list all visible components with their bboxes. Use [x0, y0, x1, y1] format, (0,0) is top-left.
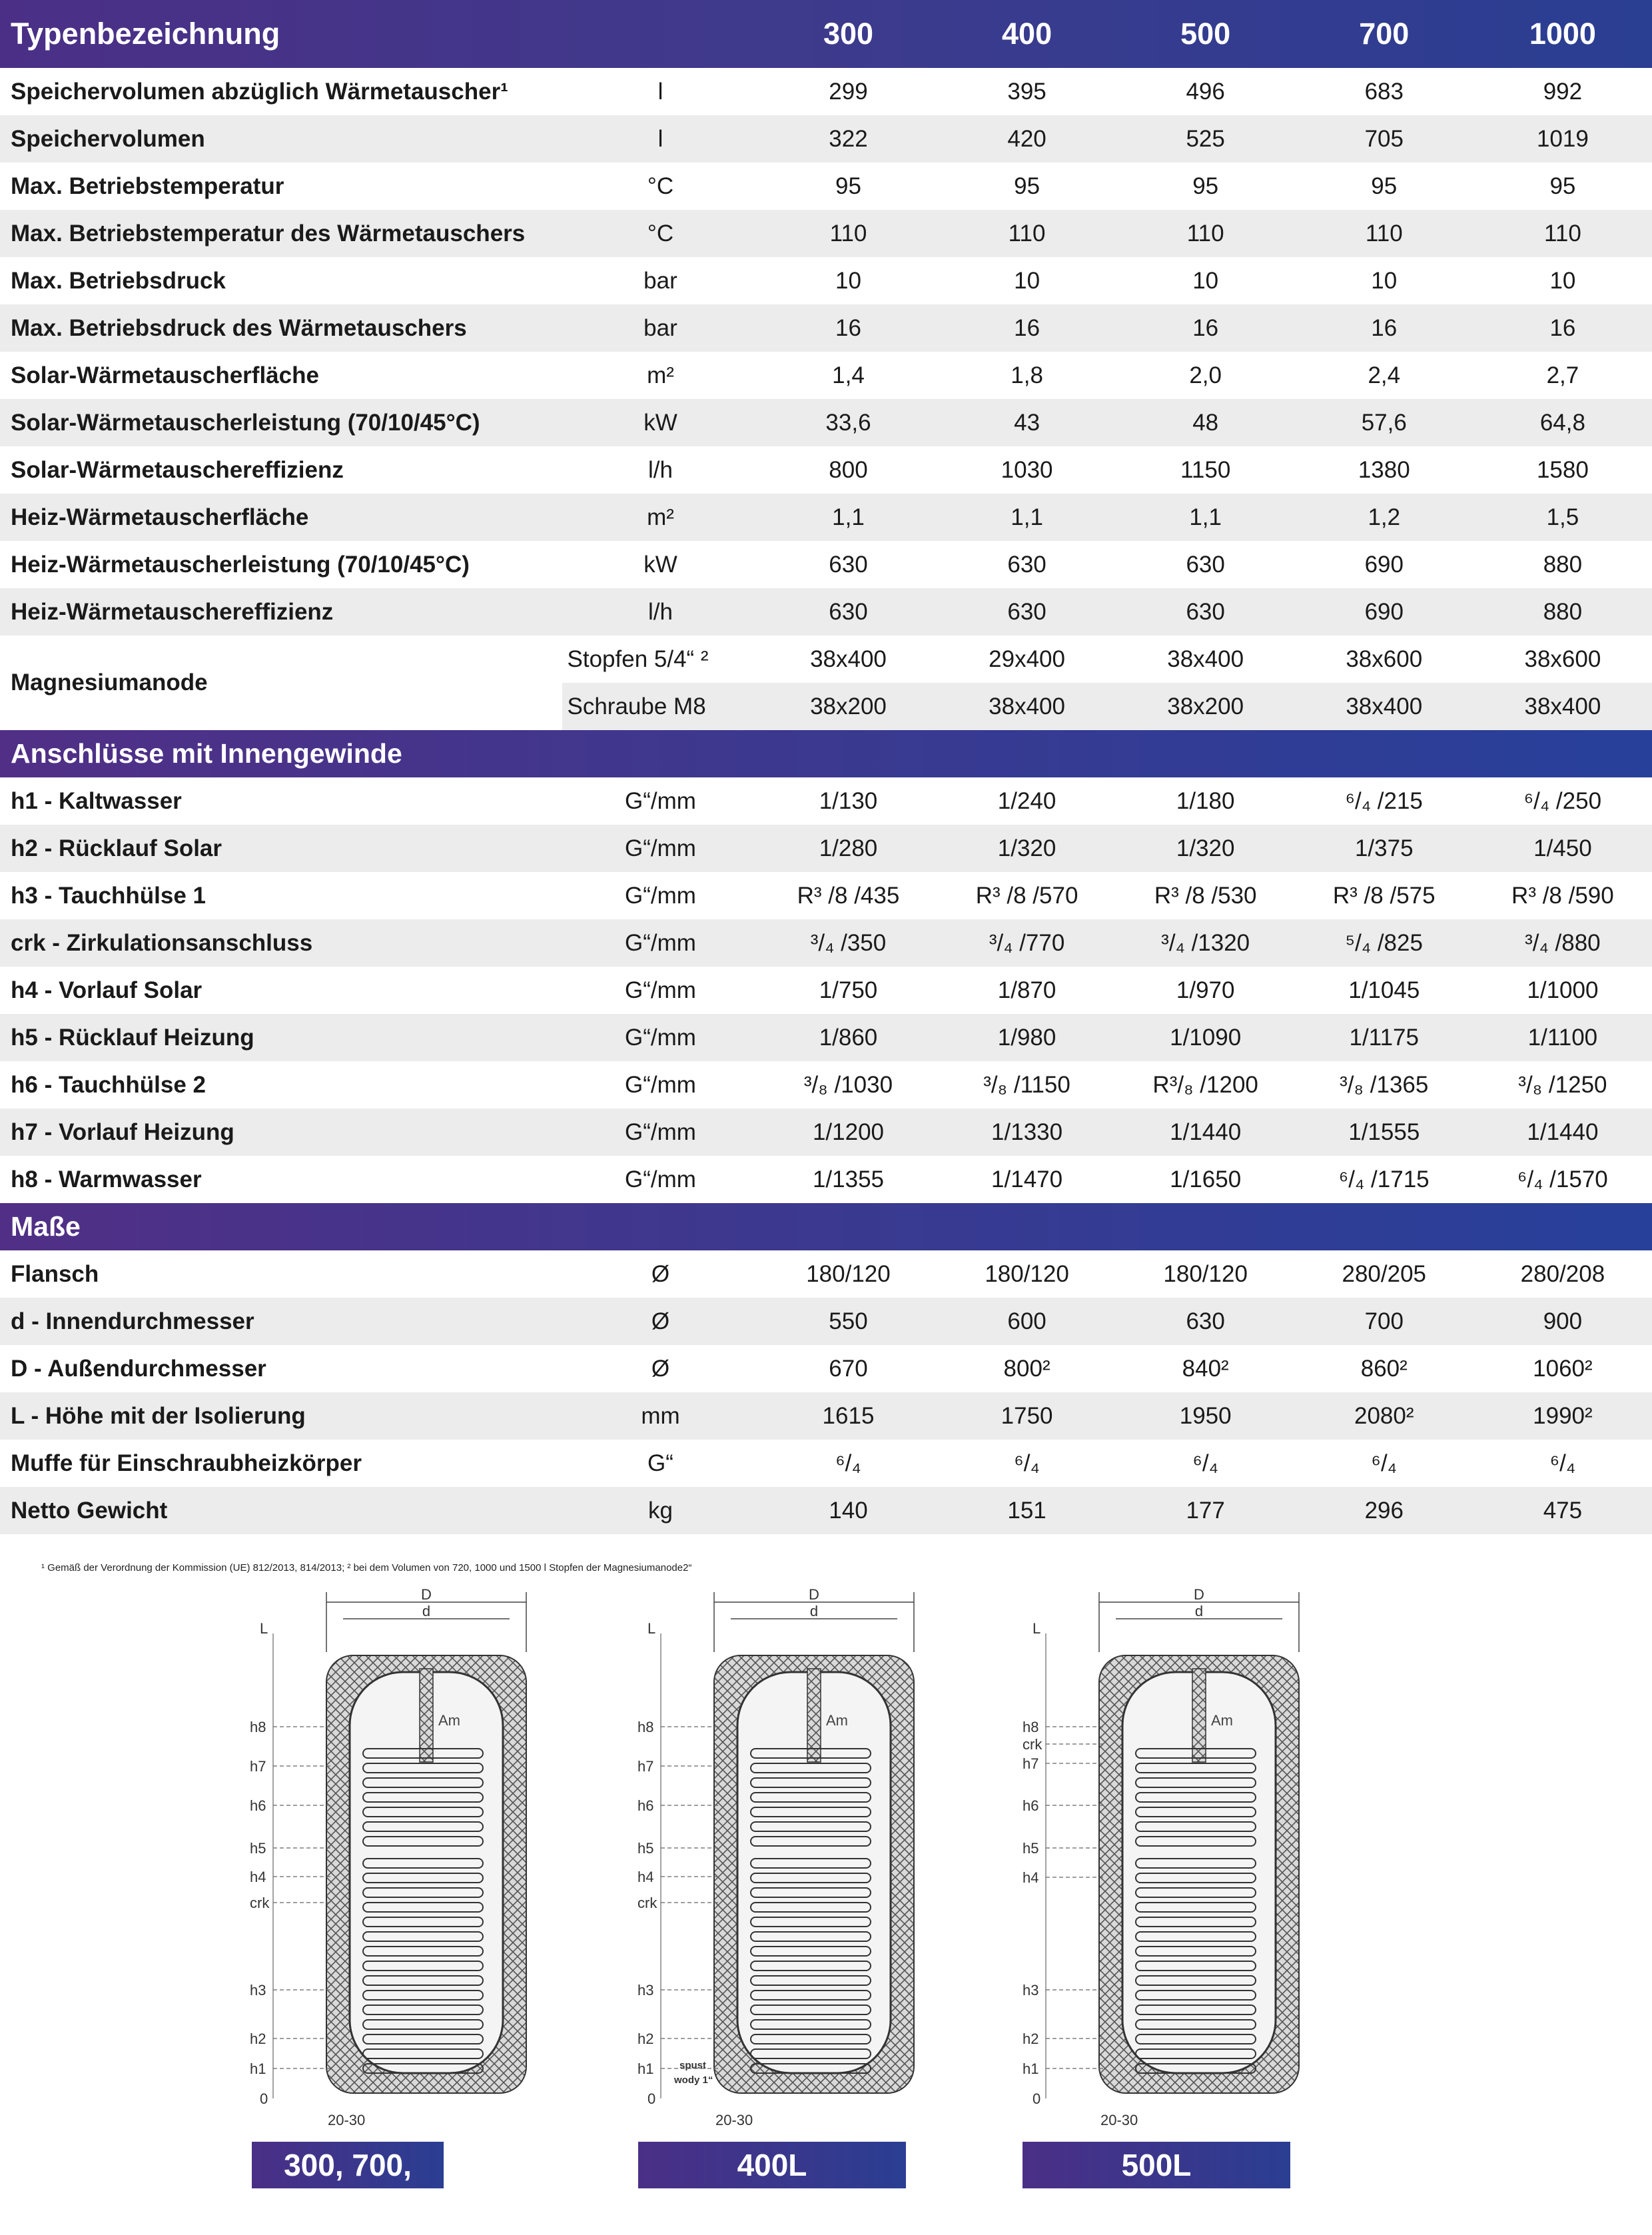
row-unit: G“/mm — [562, 919, 759, 967]
row-label: Max. Betriebsdruck — [11, 267, 226, 294]
table-row — [0, 257, 1652, 304]
row-value: 1580 — [1536, 456, 1589, 483]
row-value: 630 — [759, 588, 937, 636]
connection-label: h3 — [1023, 1982, 1039, 1999]
row-unit: kW — [643, 551, 677, 578]
row-value: 880 — [1543, 551, 1583, 578]
table-row — [0, 304, 1652, 352]
row-value: 95 — [1549, 173, 1576, 199]
row-unit: kg — [562, 1487, 759, 1534]
row-value: 322 — [759, 115, 937, 163]
row-value: 1150 — [1180, 456, 1231, 483]
connection-label: h3 — [250, 1982, 266, 1999]
row-value: 630 — [829, 551, 868, 578]
row-value: 180/120 — [1163, 1260, 1248, 1287]
row-value: 110 — [1295, 210, 1473, 257]
row-unit: bar — [562, 304, 759, 352]
table-row — [0, 919, 1652, 967]
row-label: Heiz-Wärmetauschereffizienz — [0, 588, 562, 636]
zero-label: 0 — [1032, 2090, 1041, 2107]
row-value: 1/970 — [1176, 977, 1235, 1003]
row-value: 16 — [1473, 304, 1652, 352]
row-label: h8 - Warmwasser — [11, 1166, 202, 1192]
row-value: 140 — [759, 1487, 937, 1534]
row-value: 10 — [1192, 267, 1219, 294]
row-value: 1/750 — [819, 977, 878, 1003]
connection-label: h8 — [1023, 1719, 1039, 1735]
row-value: ³/₈ /1365 — [1340, 1071, 1429, 1098]
row-value: 180/120 — [985, 1260, 1069, 1287]
row-label: Heiz-Wärmetauscherleistung (70/10/45°C) — [11, 551, 470, 578]
row-label: Speichervolumen — [0, 115, 562, 163]
row-value: 2,7 — [1546, 362, 1579, 388]
connection-label: h5 — [250, 1840, 266, 1857]
row-value: 38x400 — [938, 683, 1116, 730]
row-unit: G“/mm — [625, 882, 696, 909]
dim-D-label: D — [1194, 1586, 1204, 1603]
row-value: ⁶/₄ /1570 — [1517, 1166, 1608, 1192]
tank-diagram — [250, 1586, 526, 2128]
row-value: 95 — [1192, 173, 1219, 199]
section-header — [0, 730, 1652, 777]
anode-am-label: Am — [826, 1712, 848, 1729]
table-header — [0, 0, 1652, 68]
foot-height-label: 20-30 — [1100, 2112, 1138, 2128]
row-value: 1,1 — [759, 494, 937, 541]
row-label: Flansch — [11, 1260, 99, 1287]
connection-label: h5 — [1023, 1840, 1039, 1857]
row-value: 630 — [1186, 551, 1225, 578]
row-value: 1/1090 — [1116, 1014, 1295, 1061]
row-value: 177 — [1116, 1487, 1295, 1534]
row-unit: °C — [647, 173, 674, 199]
row-value: 110 — [938, 210, 1116, 257]
row-value: 1/320 — [1116, 825, 1295, 872]
row-value: ³/₈ /1250 — [1518, 1071, 1607, 1098]
row-value: 10 — [1371, 267, 1398, 294]
row-unit: l — [562, 115, 759, 163]
row-value: 110 — [759, 210, 937, 257]
row-value: 1/1470 — [991, 1166, 1063, 1192]
table-row — [0, 636, 1652, 683]
row-value: ⁵/₄ /825 — [1295, 919, 1473, 967]
row-label: h7 - Vorlauf Heizung — [0, 1109, 562, 1156]
row-value: R³ /8 /575 — [1332, 882, 1436, 909]
row-value: 110 — [1473, 210, 1652, 257]
tank-diagrams — [0, 1579, 1652, 2222]
row-unit: l — [657, 78, 663, 105]
table-row — [0, 825, 1652, 872]
row-value: 525 — [1116, 115, 1295, 163]
anode-type: Stopfen 5/4“ ² — [567, 646, 709, 672]
row-unit: Ø — [562, 1298, 759, 1345]
footnote: ¹ Gemäß der Verordnung der Kommission (UE) 812/2013, 814/2013; ² bei dem Volumen von 720, 1000 und 1500 l Stopfen der Magnesiumanode2“ — [41, 1562, 692, 1573]
row-value: 1380 — [1358, 456, 1410, 483]
row-value: 280/208 — [1520, 1260, 1605, 1287]
row-unit: G“/mm — [625, 977, 696, 1003]
row-value: 16 — [759, 304, 937, 352]
row-value: 800² — [1003, 1355, 1050, 1382]
row-value: ³/₄ /1320 — [1116, 919, 1295, 967]
row-value: 95 — [835, 173, 861, 199]
row-value: ⁶/₄ — [1192, 1450, 1218, 1476]
row-value: 395 — [1007, 78, 1046, 105]
row-label: h4 - Vorlauf Solar — [11, 977, 203, 1003]
row-unit: l/h — [562, 588, 759, 636]
connection-label: crk — [250, 1895, 270, 1911]
row-value: 10 — [1014, 267, 1040, 294]
tank-diagram — [637, 1586, 914, 2128]
dim-L-label: L — [260, 1620, 268, 1637]
dim-d-label: d — [809, 1603, 819, 1619]
row-value: 705 — [1295, 115, 1473, 163]
connection-label: h6 — [637, 1797, 654, 1814]
row-value: R³ /8 /590 — [1511, 882, 1614, 909]
row-value: 1,2 — [1295, 494, 1473, 541]
table-row — [0, 1487, 1652, 1534]
row-unit: m² — [562, 494, 759, 541]
row-label: h1 - Kaltwasser — [11, 787, 182, 814]
dim-L-label: L — [647, 1620, 656, 1637]
row-value: 48 — [1116, 399, 1295, 446]
row-value: 1/1200 — [759, 1109, 937, 1156]
connection-label: crk — [637, 1895, 657, 1911]
table-row — [0, 68, 1652, 115]
row-value: 1/1355 — [812, 1166, 885, 1192]
row-value: 860² — [1360, 1355, 1408, 1382]
row-value: ⁶/₄ /1715 — [1338, 1166, 1430, 1192]
row-unit: m² — [647, 362, 674, 388]
diagram-caption: 300, 700, 1000L — [252, 2142, 444, 2188]
row-value: 690 — [1295, 588, 1473, 636]
row-value: 992 — [1543, 78, 1583, 105]
row-value: 630 — [1116, 1298, 1295, 1345]
row-value: 95 — [1371, 173, 1398, 199]
header-title: Typenbezeichnung — [11, 17, 280, 51]
zero-label: 0 — [260, 2090, 268, 2107]
connection-label: h8 — [637, 1719, 654, 1735]
row-value: 151 — [938, 1487, 1116, 1534]
table-row — [0, 163, 1652, 210]
row-label: crk - Zirkulationsanschluss — [0, 919, 562, 967]
connection-label: h2 — [637, 2030, 654, 2047]
row-value: 1950 — [1116, 1392, 1295, 1440]
row-value: 1/375 — [1295, 825, 1473, 872]
table-row — [0, 1109, 1652, 1156]
row-unit: G“/mm — [625, 1071, 696, 1098]
row-value: 296 — [1295, 1487, 1473, 1534]
row-label: Netto Gewicht — [0, 1487, 562, 1534]
anode-label: Magnesiumanode — [0, 636, 562, 730]
table-row — [0, 541, 1652, 588]
row-unit: G“/mm — [625, 1166, 696, 1192]
row-value: 475 — [1473, 1487, 1652, 1534]
zero-label: 0 — [647, 2090, 656, 2107]
row-value: 38x600 — [1524, 646, 1601, 672]
diagram-caption: 500L — [1023, 2142, 1290, 2188]
row-value: 16 — [1116, 304, 1295, 352]
dim-D-label: D — [421, 1586, 432, 1603]
row-value: 38x400 — [1295, 683, 1473, 730]
table-row — [0, 1156, 1652, 1203]
row-label: D - Außendurchmesser — [11, 1355, 266, 1382]
connection-label: h6 — [1023, 1797, 1039, 1814]
diagram-caption: 400L — [638, 2142, 906, 2188]
row-value: 1/1555 — [1295, 1109, 1473, 1156]
row-value: 38x200 — [759, 683, 937, 730]
foot-height-label: 20-30 — [328, 2112, 366, 2128]
row-value: 1/1440 — [1473, 1109, 1652, 1156]
table-row — [0, 1392, 1652, 1440]
dim-d-label: d — [422, 1603, 431, 1619]
model-header: 300 — [823, 17, 874, 51]
dim-D-label: D — [809, 1586, 819, 1603]
row-value: ³/₈ /1030 — [803, 1071, 893, 1098]
row-label: h6 - Tauchhülse 2 — [11, 1071, 206, 1098]
section-title: Anschlüsse mit Innengewinde — [11, 738, 402, 769]
connection-label: h1 — [637, 2060, 654, 2077]
row-label: Muffe für Einschraubheizkörper — [11, 1450, 362, 1476]
row-value: 630 — [1116, 588, 1295, 636]
row-value: 420 — [938, 115, 1116, 163]
table-row — [0, 1061, 1652, 1109]
table-row — [0, 1014, 1652, 1061]
row-unit: G“/mm — [562, 1109, 759, 1156]
anode-type: Schraube M8 — [562, 683, 759, 730]
row-value: 1/1175 — [1295, 1014, 1473, 1061]
row-value: 1060² — [1533, 1355, 1593, 1382]
table-row — [0, 1345, 1652, 1392]
row-value: 1/240 — [997, 787, 1056, 814]
row-value: ⁶/₄ — [835, 1450, 861, 1476]
row-value: ⁶/₄ /215 — [1345, 787, 1423, 814]
row-value: ⁶/₄ — [1014, 1450, 1040, 1476]
row-unit: kW — [562, 399, 759, 446]
row-value: 496 — [1186, 78, 1225, 105]
row-value: 1030 — [1001, 456, 1053, 483]
row-unit: Ø — [651, 1260, 670, 1287]
anode-am-label: Am — [438, 1712, 460, 1729]
row-value: 110 — [1116, 210, 1295, 257]
drain-label-2: wody 1“ — [674, 2074, 713, 2086]
row-value: 10 — [1549, 267, 1576, 294]
row-value: ⁶/₄ /250 — [1523, 787, 1602, 814]
foot-height-label: 20-30 — [715, 2112, 753, 2128]
row-label: h5 - Rücklauf Heizung — [0, 1014, 562, 1061]
row-value: 64,8 — [1473, 399, 1652, 446]
table-row — [0, 1298, 1652, 1345]
connection-label: h7 — [1023, 1755, 1039, 1772]
dim-d-label: d — [1194, 1603, 1204, 1619]
row-unit: bar — [643, 267, 677, 294]
row-value: 280/205 — [1342, 1260, 1427, 1287]
connection-label: h5 — [637, 1840, 654, 1857]
row-value: 38x400 — [1473, 683, 1652, 730]
table-row — [0, 352, 1652, 399]
row-value: 299 — [829, 78, 868, 105]
row-value: 1/1440 — [1116, 1109, 1295, 1156]
row-value: R³ /8 /530 — [1154, 882, 1257, 909]
row-value: 180/120 — [806, 1260, 891, 1287]
row-value: 1/1330 — [938, 1109, 1116, 1156]
row-unit: G“/mm — [625, 787, 696, 814]
row-value: 1019 — [1473, 115, 1652, 163]
row-value: 1/1045 — [1348, 977, 1420, 1003]
row-label: Solar-Wärmetauschereffizienz — [11, 456, 344, 483]
row-value: R³/₈ /1200 — [1152, 1071, 1258, 1098]
row-label: h3 - Tauchhülse 1 — [11, 882, 206, 909]
row-value: 1,5 — [1473, 494, 1652, 541]
row-label: Solar-Wärmetauscherfläche — [11, 362, 319, 388]
row-value: 2080² — [1295, 1392, 1473, 1440]
model-header: 400 — [1002, 17, 1052, 51]
row-unit: mm — [562, 1392, 759, 1440]
row-label: Max. Betriebsdruck des Wärmetauschers — [0, 304, 562, 352]
row-value: ³/₄ /880 — [1473, 919, 1652, 967]
connection-label: crk — [1023, 1736, 1042, 1753]
row-unit: l/h — [647, 456, 673, 483]
table-row — [0, 872, 1652, 919]
drain-label: spust — [679, 2060, 707, 2071]
row-value: 550 — [759, 1298, 937, 1345]
row-value: 1/1000 — [1527, 977, 1599, 1003]
connection-label: h2 — [250, 2030, 266, 2047]
table-row — [0, 588, 1652, 636]
row-label: Solar-Wärmetauscherleistung (70/10/45°C) — [0, 399, 562, 446]
row-value: 1/1100 — [1473, 1014, 1652, 1061]
connection-label: h7 — [250, 1758, 266, 1775]
row-value: 1,8 — [1011, 362, 1043, 388]
row-label: L - Höhe mit der Isolierung — [0, 1392, 562, 1440]
row-value: 670 — [829, 1355, 868, 1382]
row-value: 1/180 — [1176, 787, 1235, 814]
row-value: 57,6 — [1295, 399, 1473, 446]
row-label: d - Innendurchmesser — [0, 1298, 562, 1345]
row-value: 900 — [1473, 1298, 1652, 1345]
row-value: ³/₄ /350 — [759, 919, 937, 967]
row-value: 38x400 — [810, 646, 887, 672]
section-header — [0, 1203, 1652, 1250]
table-row — [0, 967, 1652, 1014]
row-value: 33,6 — [759, 399, 937, 446]
table-row — [0, 777, 1652, 825]
row-value: 600 — [938, 1298, 1116, 1345]
row-label: Max. Betriebstemperatur — [11, 173, 284, 199]
row-value: ⁶/₄ — [1549, 1450, 1576, 1476]
row-unit: G“/mm — [562, 1014, 759, 1061]
row-value: 690 — [1364, 551, 1404, 578]
row-value: 1/450 — [1473, 825, 1652, 872]
connection-label: h1 — [250, 2060, 266, 2077]
row-value: 95 — [1014, 173, 1040, 199]
row-value: 38x200 — [1116, 683, 1295, 730]
connection-label: h8 — [250, 1719, 266, 1735]
row-value: 1/1650 — [1170, 1166, 1242, 1192]
row-unit: G“/mm — [562, 825, 759, 872]
tank-diagram-svg — [0, 1579, 1652, 2222]
row-value: 10 — [835, 267, 861, 294]
row-value: 1,1 — [938, 494, 1116, 541]
table-row — [0, 1440, 1652, 1487]
table-row — [0, 115, 1652, 163]
row-unit: Ø — [651, 1355, 670, 1382]
row-value: 29x400 — [989, 646, 1065, 672]
row-value: 1/980 — [938, 1014, 1116, 1061]
connection-label: h1 — [1023, 2060, 1039, 2077]
connection-label: h2 — [1023, 2030, 1039, 2047]
table-row — [0, 1250, 1652, 1298]
connection-label: h4 — [637, 1869, 654, 1885]
connection-label: h3 — [637, 1982, 654, 1999]
dim-L-label: L — [1032, 1620, 1041, 1637]
row-value: 880 — [1473, 588, 1652, 636]
row-unit: °C — [562, 210, 759, 257]
row-value: 1990² — [1473, 1392, 1652, 1440]
row-value: 1/280 — [759, 825, 937, 872]
row-value: R³ /8 /435 — [797, 882, 900, 909]
row-value: 683 — [1364, 78, 1404, 105]
row-value: 38x400 — [1167, 646, 1244, 672]
row-value: 1,1 — [1116, 494, 1295, 541]
row-value: 1750 — [938, 1392, 1116, 1440]
table-row — [0, 399, 1652, 446]
table-row — [0, 446, 1652, 494]
row-value: 700 — [1295, 1298, 1473, 1345]
row-value: 16 — [938, 304, 1116, 352]
anode-am-label: Am — [1211, 1712, 1233, 1729]
row-value: 1/320 — [938, 825, 1116, 872]
row-value: 630 — [938, 588, 1116, 636]
model-header: 500 — [1180, 17, 1231, 51]
row-value: 1615 — [759, 1392, 937, 1440]
row-value: 2,0 — [1189, 362, 1222, 388]
row-value: 16 — [1295, 304, 1473, 352]
row-label: Speichervolumen abzüglich Wärmetauscher¹ — [11, 78, 508, 105]
connection-label: h6 — [250, 1797, 266, 1814]
row-label: h2 - Rücklauf Solar — [0, 825, 562, 872]
model-header: 1000 — [1529, 17, 1596, 51]
row-label: Heiz-Wärmetauscherfläche — [0, 494, 562, 541]
section-title: Maße — [11, 1211, 81, 1242]
row-value: 1/870 — [997, 977, 1056, 1003]
tank-diagram — [1023, 1586, 1299, 2128]
row-value: ³/₈ /1150 — [983, 1071, 1070, 1098]
connection-label: h4 — [250, 1869, 266, 1885]
row-value: ⁶/₄ — [1371, 1450, 1397, 1476]
row-value: 1,4 — [832, 362, 865, 388]
row-value: 1/860 — [759, 1014, 937, 1061]
row-value: 840² — [1182, 1355, 1229, 1382]
model-header: 700 — [1359, 17, 1410, 51]
row-label: Max. Betriebstemperatur des Wärmetauschers — [0, 210, 562, 257]
row-value: 630 — [1007, 551, 1046, 578]
row-value: 1/130 — [819, 787, 878, 814]
row-value: 800 — [829, 456, 868, 483]
row-value: ³/₄ /770 — [938, 919, 1116, 967]
connection-label: h4 — [1023, 1869, 1039, 1886]
table-row — [0, 494, 1652, 541]
connection-label: h7 — [637, 1758, 654, 1775]
row-unit: G“ — [647, 1450, 673, 1476]
row-value: R³ /8 /570 — [975, 882, 1078, 909]
row-value: 38x600 — [1346, 646, 1423, 672]
table-row — [0, 210, 1652, 257]
row-value: 2,4 — [1368, 362, 1401, 388]
row-value: 43 — [938, 399, 1116, 446]
